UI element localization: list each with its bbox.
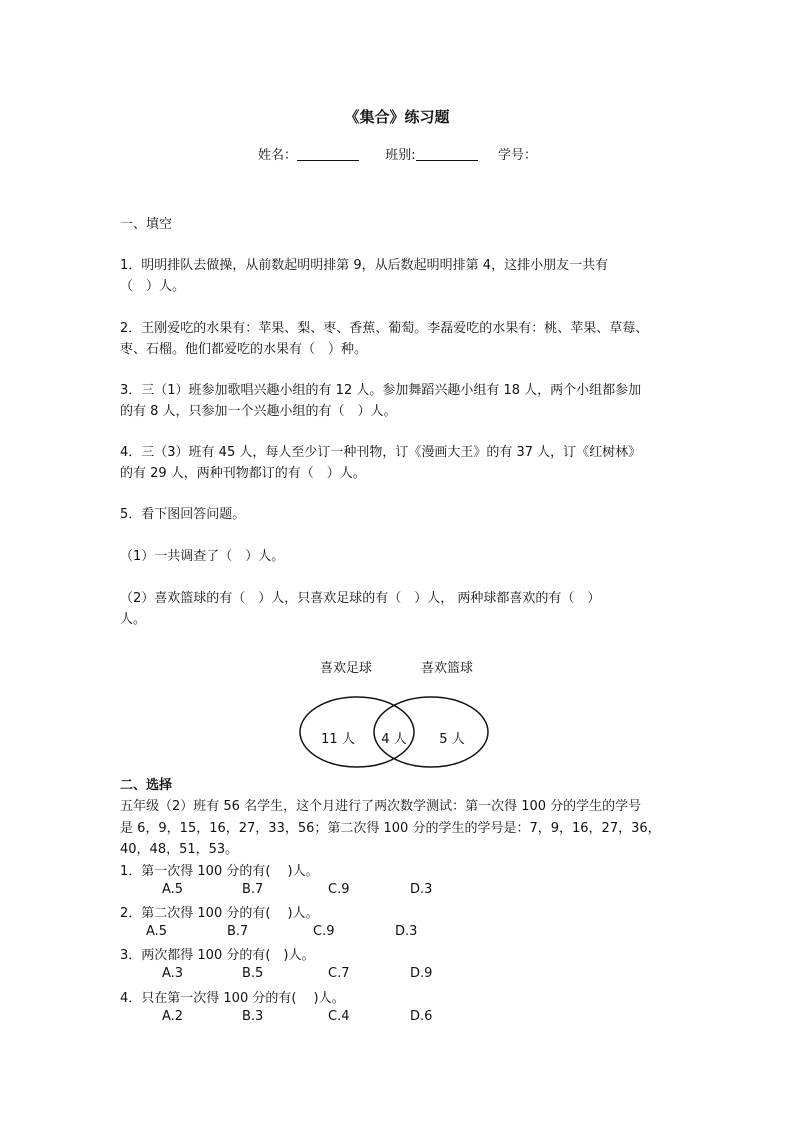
question-4-line1: 4．三（3）班有 45 人，每人至少订一种刊物，订《漫画大王》的有 37 人，订《红树林》 [120, 445, 642, 460]
choice-4-option-d[interactable]: D.6 [410, 1009, 433, 1024]
venn-both-value: 4 人 [381, 732, 407, 747]
choice-3-option-b[interactable]: B.5 [242, 966, 264, 981]
choice-2-option-a[interactable]: A.5 [146, 924, 168, 939]
section2-intro-line1: 五年级（2）班有 56 名学生，这个月进行了两次数学测试：第一次得 100 分的学生的学号 [120, 799, 642, 814]
choice-question-3: 3．两次都得 100 分的有( )人。 [120, 948, 315, 963]
choice-2-option-b[interactable]: B.7 [227, 924, 249, 939]
choice-2-option-d[interactable]: D.3 [395, 924, 418, 939]
choice-question-4: 4．只在第一次得 100 分的有( )人。 [120, 991, 345, 1006]
question-5-sub2-line1: （2）喜欢篮球的有（ ）人，只喜欢足球的有（ ）人， 两种球都喜欢的有（ ） [120, 591, 601, 606]
question-5-sub2-line2: 人。 [120, 612, 147, 627]
venn-right-only-value: 5 人 [439, 732, 465, 747]
page-title: 《集合》练习题 [344, 108, 450, 126]
class-blank[interactable] [416, 146, 478, 161]
section2-intro-line2: 是 6，9，15，16，27，33，56；第二次得 100 分的学生的学号是：7，9，16，27，36， [120, 821, 661, 836]
section2-heading: 二、选择 [120, 778, 173, 793]
name-blank[interactable] [297, 146, 359, 161]
section2-intro-line3: 40，48，51，53。 [120, 842, 239, 857]
question-3-line1: 3．三（1）班参加歌唱兴趣小组的有 12 人。参加舞蹈兴趣小组有 18 人，两个小组都参加 [120, 383, 642, 398]
question-2-line2: 枣、石榴。他们都爱吃的水果有（ ）种。 [120, 342, 368, 357]
choice-3-option-a[interactable]: A.3 [162, 966, 184, 981]
question-5-sub1: （1）一共调查了（ ）人。 [120, 549, 285, 564]
choice-1-option-b[interactable]: B.7 [242, 882, 264, 897]
choice-question-2: 2．第二次得 100 分的有( )人。 [120, 906, 319, 921]
venn-left-only-value: 11 人 [321, 732, 355, 747]
id-label: 学号： [497, 148, 537, 163]
choice-4-option-b[interactable]: B.3 [242, 1009, 264, 1024]
venn-left-label: 喜欢足球 [319, 661, 373, 676]
choice-3-option-d[interactable]: D.9 [410, 966, 433, 981]
section1-heading: 一、填空 [120, 217, 173, 232]
choice-1-option-a[interactable]: A.5 [162, 882, 184, 897]
question-4-line2: 的有 29 人，两种刊物都订的有（ ）人。 [120, 466, 366, 481]
question-3-line2: 的有 8 人，只参加一个兴趣小组的有（ ）人。 [120, 404, 397, 419]
choice-2-option-c[interactable]: C.9 [313, 924, 335, 939]
choice-question-1: 1．第一次得 100 分的有( )人。 [120, 864, 319, 879]
question-5: 5．看下图回答问题。 [120, 507, 246, 522]
class-label: 班别: [385, 148, 416, 163]
choice-1-option-d[interactable]: D.3 [410, 882, 433, 897]
choice-3-option-c[interactable]: C.7 [328, 966, 350, 981]
choice-1-option-c[interactable]: C.9 [328, 882, 350, 897]
student-info-row [258, 144, 537, 163]
choice-4-option-a[interactable]: A.2 [162, 1009, 184, 1024]
venn-right-label: 喜欢篮球 [420, 661, 474, 676]
question-1-line1: 1．明明排队去做操，从前数起明明排第 9，从后数起明明排第 4，这排小朋友一共有 [120, 258, 609, 273]
venn-diagram [290, 650, 500, 770]
choice-4-option-c[interactable]: C.4 [328, 1009, 350, 1024]
name-label: 姓名： [258, 148, 298, 163]
question-1-line2: （ ）人。 [120, 279, 186, 294]
question-2-line1: 2．王刚爱吃的水果有：苹果、梨、枣、香蕉、葡萄。李磊爱吃的水果有：桃、苹果、草莓、 [120, 321, 649, 336]
